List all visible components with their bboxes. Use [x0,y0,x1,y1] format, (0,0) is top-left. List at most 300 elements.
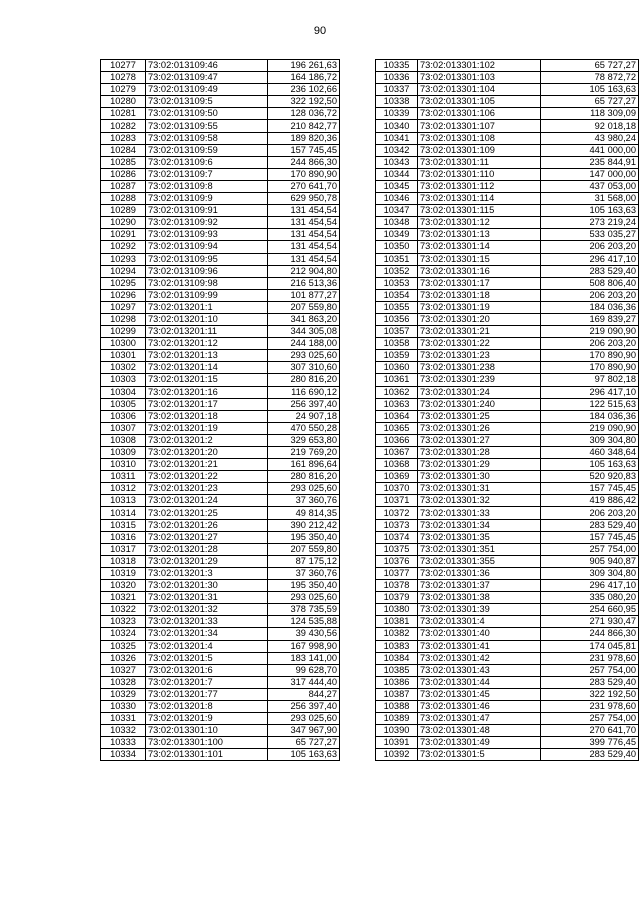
table-row [101,229,340,241]
table-row [101,434,340,446]
cadastral-number-cell: 73:02:013301:34 [418,519,541,531]
cadastral-number-cell: 73:02:013301:32 [418,495,541,507]
table-row [376,180,639,192]
table-row [101,688,340,700]
row-number-cell: 10324 [101,628,146,640]
value-cell: 335 080,20 [541,592,639,604]
cadastral-number-cell: 73:02:013301:15 [418,253,541,265]
value-cell: 206 203,20 [541,507,639,519]
value-cell: 157 745,45 [541,531,639,543]
table-row [376,72,639,84]
row-number-cell: 10349 [376,229,418,241]
value-cell: 87 175,12 [268,555,340,567]
row-number-cell: 10366 [376,434,418,446]
row-number-cell: 10350 [376,241,418,253]
row-number-cell: 10383 [376,640,418,652]
value-cell: 257 754,00 [541,713,639,725]
table-row [376,144,639,156]
value-cell: 147 000,00 [541,168,639,180]
cadastral-number-cell: 73:02:013201:20 [146,447,268,459]
cadastral-number-cell: 73:02:013109:47 [146,72,268,84]
cadastral-number-cell: 73:02:013201:23 [146,483,268,495]
table-row [101,459,340,471]
table-row [101,543,340,555]
cadastral-number-cell: 73:02:013109:5 [146,96,268,108]
row-number-cell: 10290 [101,217,146,229]
table-row [376,362,639,374]
value-cell: 236 102,66 [268,84,340,96]
value-cell: 196 261,63 [268,60,340,72]
cadastral-number-cell: 73:02:013201:8 [146,700,268,712]
row-number-cell: 10315 [101,519,146,531]
table-row [376,567,639,579]
table-row [376,580,639,592]
row-number-cell: 10361 [376,374,418,386]
cadastral-number-cell: 73:02:013109:96 [146,265,268,277]
row-number-cell: 10328 [101,676,146,688]
value-cell: 105 163,63 [268,749,340,761]
row-number-cell: 10336 [376,72,418,84]
value-cell: 184 036,36 [541,410,639,422]
table-row [376,277,639,289]
table-row [101,96,340,108]
row-number-cell: 10369 [376,471,418,483]
row-number-cell: 10365 [376,422,418,434]
value-cell: 49 814,35 [268,507,340,519]
table-row [101,580,340,592]
row-number-cell: 10344 [376,168,418,180]
table-row [101,301,340,313]
value-cell: 131 454,54 [268,229,340,241]
table-row [101,652,340,664]
table-row [376,459,639,471]
row-number-cell: 10359 [376,350,418,362]
row-number-cell: 10307 [101,422,146,434]
row-number-cell: 10327 [101,664,146,676]
cadastral-number-cell: 73:02:013301:47 [418,713,541,725]
value-cell: 101 877,27 [268,289,340,301]
cadastral-number-cell: 73:02:013109:9 [146,193,268,205]
value-cell: 37 360,76 [268,495,340,507]
table-row [101,700,340,712]
cadastral-number-cell: 73:02:013301:49 [418,737,541,749]
row-number-cell: 10390 [376,725,418,737]
table-row [101,193,340,205]
row-number-cell: 10287 [101,180,146,192]
value-cell: 317 444,40 [268,676,340,688]
cadastral-number-cell: 73:02:013201:9 [146,713,268,725]
row-number-cell: 10387 [376,688,418,700]
value-cell: 344 305,08 [268,326,340,338]
table-row [376,507,639,519]
cadastral-number-cell: 73:02:013301:109 [418,144,541,156]
row-number-cell: 10292 [101,241,146,253]
row-number-cell: 10372 [376,507,418,519]
row-number-cell: 10346 [376,193,418,205]
row-number-cell: 10339 [376,108,418,120]
table-row [101,205,340,217]
row-number-cell: 10303 [101,374,146,386]
cadastral-number-cell: 73:02:013201:29 [146,555,268,567]
value-cell: 533 035,27 [541,229,639,241]
table-row [101,60,340,72]
value-cell: 293 025,60 [268,483,340,495]
row-number-cell: 10304 [101,386,146,398]
table-row [101,241,340,253]
cadastral-number-cell: 73:02:013301:40 [418,628,541,640]
value-cell: 65 727,27 [268,737,340,749]
table-row [376,713,639,725]
value-cell: 283 529,40 [541,519,639,531]
value-cell: 844,27 [268,688,340,700]
table-row [376,471,639,483]
row-number-cell: 10381 [376,616,418,628]
row-number-cell: 10376 [376,555,418,567]
cadastral-number-cell: 73:02:013301:11 [418,156,541,168]
row-number-cell: 10302 [101,362,146,374]
value-cell: 235 844,91 [541,156,639,168]
row-number-cell: 10291 [101,229,146,241]
row-number-cell: 10326 [101,652,146,664]
row-number-cell: 10310 [101,459,146,471]
value-cell: 131 454,54 [268,217,340,229]
cadastral-number-cell: 73:02:013109:95 [146,253,268,265]
row-number-cell: 10316 [101,531,146,543]
row-number-cell: 10282 [101,120,146,132]
value-cell: 322 192,50 [541,688,639,700]
row-number-cell: 10354 [376,289,418,301]
table-row [376,193,639,205]
table-row [376,652,639,664]
cadastral-number-cell: 73:02:013301:42 [418,652,541,664]
value-cell: 206 203,20 [541,338,639,350]
value-cell: 629 950,78 [268,193,340,205]
value-cell: 419 886,42 [541,495,639,507]
row-number-cell: 10325 [101,640,146,652]
cadastral-number-cell: 73:02:013109:8 [146,180,268,192]
cadastral-number-cell: 73:02:013301:103 [418,72,541,84]
cadastral-number-cell: 73:02:013301:100 [146,737,268,749]
cadastral-number-cell: 73:02:013201:18 [146,410,268,422]
row-number-cell: 10280 [101,96,146,108]
row-number-cell: 10368 [376,459,418,471]
value-cell: 118 309,09 [541,108,639,120]
cadastral-number-cell: 73:02:013301:17 [418,277,541,289]
row-number-cell: 10358 [376,338,418,350]
row-number-cell: 10295 [101,277,146,289]
value-cell: 270 641,70 [268,180,340,192]
row-number-cell: 10357 [376,326,418,338]
cadastral-number-cell: 73:02:013201:32 [146,604,268,616]
row-number-cell: 10377 [376,567,418,579]
value-cell: 37 360,76 [268,567,340,579]
value-cell: 219 090,90 [541,422,639,434]
value-cell: 273 219,24 [541,217,639,229]
value-cell: 122 515,63 [541,398,639,410]
cadastral-number-cell: 73:02:013301:38 [418,592,541,604]
value-cell: 293 025,60 [268,713,340,725]
cadastral-number-cell: 73:02:013109:91 [146,205,268,217]
cadastral-number-cell: 73:02:013201:16 [146,386,268,398]
table-row [376,531,639,543]
row-number-cell: 10322 [101,604,146,616]
value-cell: 157 745,45 [541,483,639,495]
row-number-cell: 10382 [376,628,418,640]
table-row [376,664,639,676]
value-cell: 905 940,87 [541,555,639,567]
cadastral-number-cell: 73:02:013301:355 [418,555,541,567]
value-cell: 280 816,20 [268,374,340,386]
row-number-cell: 10288 [101,193,146,205]
cadastral-number-cell: 73:02:013201:77 [146,688,268,700]
row-number-cell: 10300 [101,338,146,350]
row-number-cell: 10386 [376,676,418,688]
cadastral-number-cell: 73:02:013301:13 [418,229,541,241]
cadastral-number-cell: 73:02:013301:102 [418,60,541,72]
register-table-right [375,59,639,761]
cadastral-number-cell: 73:02:013201:14 [146,362,268,374]
table-row [376,737,639,749]
table-row [101,555,340,567]
row-number-cell: 10348 [376,217,418,229]
value-cell: 207 559,80 [268,301,340,313]
row-number-cell: 10308 [101,434,146,446]
table-row [376,483,639,495]
cadastral-number-cell: 73:02:013301:22 [418,338,541,350]
table-row [101,326,340,338]
table-row [101,168,340,180]
cadastral-number-cell: 73:02:013301:31 [418,483,541,495]
table-row [101,640,340,652]
row-number-cell: 10296 [101,289,146,301]
value-cell: 24 907,18 [268,410,340,422]
table-row [376,555,639,567]
value-cell: 97 802,18 [541,374,639,386]
table-row [376,60,639,72]
cadastral-number-cell: 73:02:013301:108 [418,132,541,144]
cadastral-number-cell: 73:02:013301:23 [418,350,541,362]
value-cell: 99 628,70 [268,664,340,676]
table-row [101,422,340,434]
table-row [101,483,340,495]
row-number-cell: 10309 [101,447,146,459]
row-number-cell: 10320 [101,580,146,592]
table-row [101,386,340,398]
table-row [376,289,639,301]
row-number-cell: 10367 [376,447,418,459]
cadastral-number-cell: 73:02:013201:19 [146,422,268,434]
table-row [101,531,340,543]
value-cell: 219 090,90 [541,326,639,338]
value-cell: 347 967,90 [268,725,340,737]
value-cell: 329 653,80 [268,434,340,446]
cadastral-number-cell: 73:02:013109:46 [146,60,268,72]
value-cell: 170 890,90 [541,362,639,374]
value-cell: 170 890,90 [541,350,639,362]
row-number-cell: 10333 [101,737,146,749]
table-row [101,350,340,362]
row-number-cell: 10281 [101,108,146,120]
table-row [376,592,639,604]
table-row [101,604,340,616]
cadastral-number-cell: 73:02:013301:36 [418,567,541,579]
table-row [101,447,340,459]
table-row [101,132,340,144]
table-row [101,471,340,483]
row-number-cell: 10355 [376,301,418,313]
cadastral-number-cell: 73:02:013109:6 [146,156,268,168]
cadastral-number-cell: 73:02:013201:31 [146,592,268,604]
table-row [101,362,340,374]
cadastral-number-cell: 73:02:013201:4 [146,640,268,652]
register-table-left [100,59,340,761]
value-cell: 39 430,56 [268,628,340,640]
value-cell: 283 529,40 [541,676,639,688]
table-row [101,180,340,192]
cadastral-number-cell: 73:02:013201:22 [146,471,268,483]
cadastral-number-cell: 73:02:013301:10 [146,725,268,737]
value-cell: 207 559,80 [268,543,340,555]
cadastral-number-cell: 73:02:013301:24 [418,386,541,398]
cadastral-number-cell: 73:02:013301:106 [418,108,541,120]
cadastral-number-cell: 73:02:013301:33 [418,507,541,519]
table-row [376,386,639,398]
cadastral-number-cell: 73:02:013301:101 [146,749,268,761]
row-number-cell: 10362 [376,386,418,398]
row-number-cell: 10353 [376,277,418,289]
value-cell: 161 896,64 [268,459,340,471]
row-number-cell: 10363 [376,398,418,410]
row-number-cell: 10335 [376,60,418,72]
value-cell: 470 550,28 [268,422,340,434]
table-row [376,217,639,229]
row-number-cell: 10370 [376,483,418,495]
table-row [101,277,340,289]
table-row [376,688,639,700]
value-cell: 378 735,59 [268,604,340,616]
table-row [101,108,340,120]
table-row [101,253,340,265]
cadastral-number-cell: 73:02:013301:12 [418,217,541,229]
row-number-cell: 10374 [376,531,418,543]
cadastral-number-cell: 73:02:013301:44 [418,676,541,688]
table-row [376,350,639,362]
value-cell: 212 904,80 [268,265,340,277]
value-cell: 520 920,83 [541,471,639,483]
cadastral-number-cell: 73:02:013201:34 [146,628,268,640]
cadastral-number-cell: 73:02:013301:19 [418,301,541,313]
table-row [376,519,639,531]
row-number-cell: 10334 [101,749,146,761]
table-row [101,664,340,676]
cadastral-number-cell: 73:02:013109:59 [146,144,268,156]
row-number-cell: 10312 [101,483,146,495]
cadastral-number-cell: 73:02:013301:240 [418,398,541,410]
cadastral-number-cell: 73:02:013109:58 [146,132,268,144]
cadastral-number-cell: 73:02:013301:105 [418,96,541,108]
value-cell: 271 930,47 [541,616,639,628]
table-row [376,326,639,338]
cadastral-number-cell: 73:02:013201:17 [146,398,268,410]
table-row [376,628,639,640]
table-row [101,313,340,325]
row-number-cell: 10286 [101,168,146,180]
value-cell: 31 568,00 [541,193,639,205]
cadastral-number-cell: 73:02:013301:43 [418,664,541,676]
table-row [376,447,639,459]
cadastral-number-cell: 73:02:013301:114 [418,193,541,205]
table-row [376,229,639,241]
table-row [101,628,340,640]
cadastral-number-cell: 73:02:013201:7 [146,676,268,688]
value-cell: 283 529,40 [541,749,639,761]
table-row [376,640,639,652]
row-number-cell: 10299 [101,326,146,338]
table-row [101,519,340,531]
row-number-cell: 10319 [101,567,146,579]
table-row [376,241,639,253]
cadastral-number-cell: 73:02:013201:13 [146,350,268,362]
row-number-cell: 10371 [376,495,418,507]
table-row [101,567,340,579]
cadastral-number-cell: 73:02:013201:3 [146,567,268,579]
table-row [101,616,340,628]
row-number-cell: 10338 [376,96,418,108]
value-cell: 124 535,88 [268,616,340,628]
value-cell: 206 203,20 [541,289,639,301]
cadastral-number-cell: 73:02:013109:98 [146,277,268,289]
cadastral-number-cell: 73:02:013201:6 [146,664,268,676]
cadastral-number-cell: 73:02:013109:94 [146,241,268,253]
table-row [376,338,639,350]
table-row [101,749,340,761]
value-cell: 184 036,36 [541,301,639,313]
table-row [101,338,340,350]
value-cell: 174 045,81 [541,640,639,652]
cadastral-number-cell: 73:02:013301:14 [418,241,541,253]
cadastral-number-cell: 73:02:013301:25 [418,410,541,422]
row-number-cell: 10351 [376,253,418,265]
table-row [376,398,639,410]
value-cell: 244 866,30 [268,156,340,168]
row-number-cell: 10313 [101,495,146,507]
row-number-cell: 10279 [101,84,146,96]
value-cell: 216 513,36 [268,277,340,289]
row-number-cell: 10388 [376,700,418,712]
value-cell: 128 036,72 [268,108,340,120]
value-cell: 169 839,27 [541,313,639,325]
value-cell: 508 806,40 [541,277,639,289]
value-cell: 244 188,00 [268,338,340,350]
table-row [376,84,639,96]
table-row [376,422,639,434]
row-number-cell: 10385 [376,664,418,676]
row-number-cell: 10391 [376,737,418,749]
row-number-cell: 10384 [376,652,418,664]
cadastral-number-cell: 73:02:013301:5 [418,749,541,761]
value-cell: 78 872,72 [541,72,639,84]
cadastral-number-cell: 73:02:013201:24 [146,495,268,507]
table-row [376,700,639,712]
value-cell: 244 866,30 [541,628,639,640]
table-row [376,495,639,507]
value-cell: 341 863,20 [268,313,340,325]
table-row [376,374,639,386]
value-cell: 105 163,63 [541,459,639,471]
row-number-cell: 10314 [101,507,146,519]
cadastral-number-cell: 73:02:013301:37 [418,580,541,592]
row-number-cell: 10373 [376,519,418,531]
